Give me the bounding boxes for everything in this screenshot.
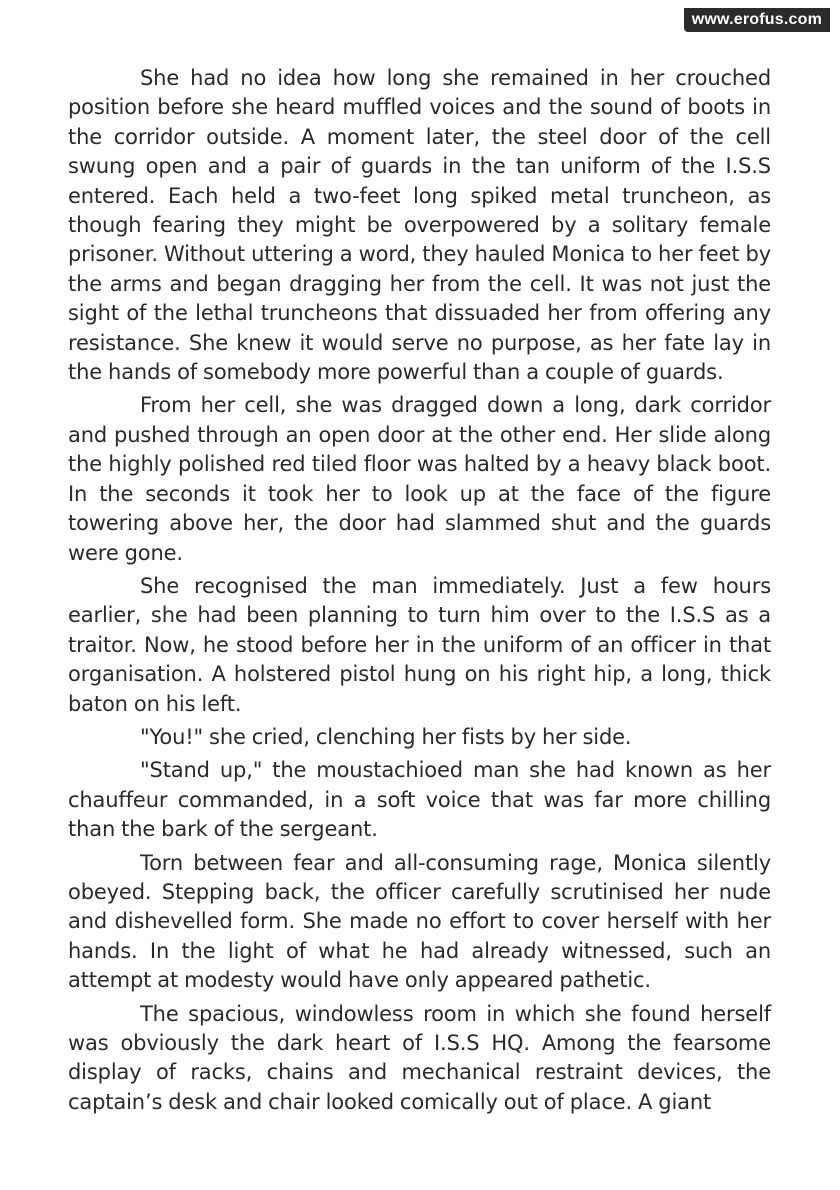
- paragraph-1: She had no idea how long she remained in her crouched position before she heard muffled voices and the sound of boots in the corridor outside. A moment later, the steel door of the cell swung open and a pair of guards in the tan uniform of the I.S.S entered. Each held a two-feet long spiked metal truncheon, as though fearing they might be overpowered by a solitary female prisoner. Without uttering a word, they hauled Monica to her feet by the arms and began dragging her from the cell. It was not just the sight of the lethal truncheons that dissuaded her from offering any resistance. She knew it would serve no purpose, as her fate lay in the hands of somebody more powerful than a couple of guards.: [68, 66, 771, 385]
- paragraph-4: "You!" she cried, clenching her fists by her side.: [140, 724, 632, 749]
- paragraph-7: The spacious, windowless room in which she found herself was obviously the dark heart of I.S.S HQ. Among the fearsome display of racks, chains and mechanical restraint devices, the captain’s desk and chair looked comically out of place. A giant: [68, 1001, 771, 1114]
- paragraph-2: From her cell, she was dragged down a long, dark corridor and pushed through an open door at the other end. Her slide along the highly polished red tiled floor was halted by a heavy black boot. In the seconds it took her to look up at the face of the figure towering above her, the door had slammed shut and the guards were gone.: [68, 393, 771, 565]
- paragraph-3: She recognised the man immediately. Just a few hours earlier, she had been planning to turn him over to the I.S.S as a traitor. Now, he stood before her in the uniform of an officer in that organisation. A holstered pistol hung on his right hip, a long, thick baton on his left.: [68, 573, 771, 716]
- paragraph-6: Torn between fear and all-consuming rage, Monica silently obeyed. Stepping back, the officer carefully scrutinised her nude and dishevelled form. She made no effort to cover herself with her hands. In the light of what he had already witnessed, such an attempt at modesty would have only appeared pathetic.: [68, 850, 771, 993]
- watermark-badge: www.erofus.com: [684, 8, 830, 32]
- page-body: [68, 64, 771, 1121]
- paragraph-5: "Stand up," the moustachioed man she had known as her chauffeur commanded, in a soft voice that was far more chilling than the bark of the sergeant.: [68, 758, 771, 842]
